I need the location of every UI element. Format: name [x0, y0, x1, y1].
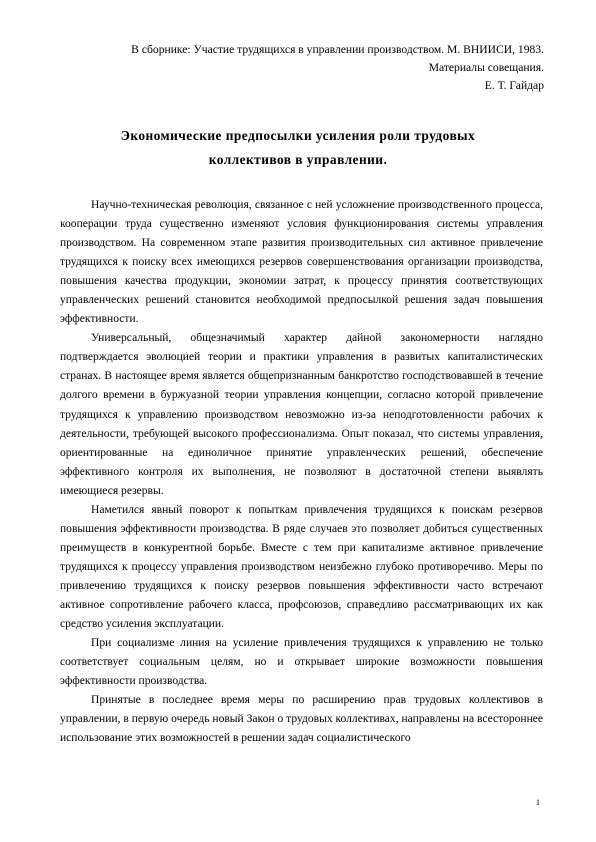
title-line-1: Экономические предпосылки усиления роли трудовых — [120, 128, 476, 143]
article-body — [60, 196, 543, 748]
materials-note: Материалы совещания. — [428, 61, 544, 75]
title-line-2: коллективов в управлении. — [208, 152, 388, 167]
paragraph: При социализме линия на усиление привлечения трудящихся к управлению не только соответствует социальным целям, но и открывает широкие возможности повышения эффективности производства. — [60, 637, 543, 688]
page-number: 1 — [536, 798, 540, 807]
paragraph: Научно-техническая революция, связанное с ней усложнение производственного процесса, кооперации труда существенно изменяют условия функционирования системы управления производством. На современном этапе развития производительных сил активное привлечение трудящихся к поиску всех имеющихся резервов совершенствования организации производства, повышения качества продукции, экономии затрат, к процессу принятия соответствующих управленческих решений становится необходимой предпосылкой решения задач повышения эффективности. — [60, 199, 543, 326]
paragraph: Наметился явный поворот к попыткам привлечения трудящихся к поискам резервов повышения эффективности производства. В ряде случаев это позволяет добиться существенных преимуществ в конкурентной борьбе. Вместе с тем при капитализме активное привлечение трудящихся к процессу управления производством неизбежно глубоко противоречиво. Меры по привлечению трудящихся к поиску резервов повышения эффективности часто встречают активное сопротивление рабочего класса, профсоюзов, справедливо рассматривающих их как средство усиления эксплуатации. — [60, 503, 543, 631]
author-name: Е. Т. Гайдар — [484, 79, 544, 93]
article-title — [60, 124, 536, 172]
paragraph: Принятые в последнее время меры по расширению прав трудовых коллективов в управлении, в первую очередь новый Закон о трудовых коллективах, направлены на всестороннее использование этих возможностей в решении задач социалистического — [60, 694, 543, 745]
source-citation: В сборнике: Участие трудящихся в управлении производством. М. ВНИИСИ, 1983. — [131, 43, 544, 56]
paragraph: Универсальный, общезначимый характер дайной закономерности наглядно подтверждается эволюцией теории и практики управления в развитых капиталистических странах. В настоящее время является общепризнанным банкротство господствовавшей в течение долгого времени в буржуазной теории управления концепции, согласно которой привлечение трудящихся к управлению производством невозможно из-за неподготовленности рабочих к деятельности, требующей высокого профессионализма. Опыт показал, что системы управления, ориентированные на единоличное принятие управленческих решений, обеспечение эффективного контроля их выполнения, не позволяют в достаточной степени выявлять имеющиеся резервы. — [60, 332, 543, 497]
citation-header — [64, 41, 544, 96]
